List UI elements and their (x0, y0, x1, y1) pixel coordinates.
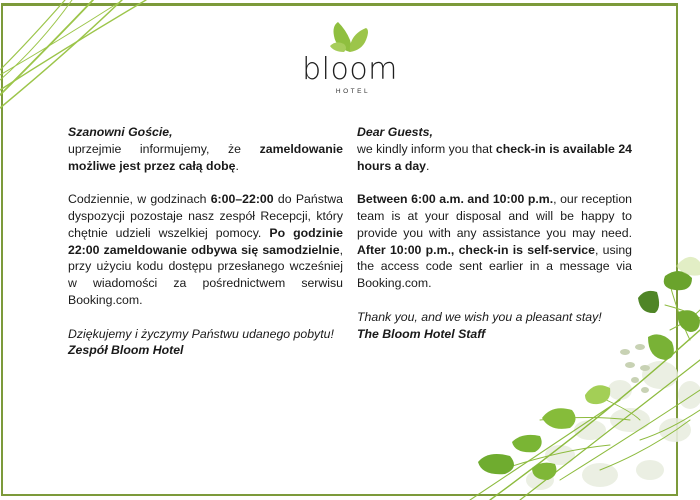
notice-english (357, 124, 632, 342)
english-hours-desc: , our reception team is at your disposal and will be happy to provide you with any assistance you may need. (357, 192, 632, 240)
polish-closing (68, 326, 343, 360)
english-intro (357, 124, 632, 174)
polish-hours-text: Codziennie, w godzinach (68, 192, 211, 207)
english-hours (357, 191, 632, 292)
notice-polish (68, 124, 343, 359)
english-access-code: , using the access code sent earlier in a message via Booking.com. (357, 242, 633, 291)
hotel-logo (300, 22, 400, 100)
english-self-checkin: After 10:00 p.m., check-in is self-service (357, 242, 595, 257)
polish-access-code: , przy użyciu kodu dostępu przesłanego wcześniej w wiadomości za pośrednictwem serwisu Booking.com. (68, 242, 343, 307)
polish-intro-end: . (235, 158, 239, 173)
polish-hours (68, 191, 343, 309)
leaves-logo-icon (328, 22, 372, 54)
polish-intro-text: uprzejmie informujemy, że (68, 141, 260, 156)
polish-thanks: Dziękujemy i życzymy Państwu udanego pobytu! (68, 326, 334, 341)
english-intro-highlight: check-in is available 24 hours a day (357, 141, 633, 173)
polish-intro-highlight: zameldowanie możliwe jest przez całą dobę (68, 141, 343, 173)
polish-signature: Zespół Bloom Hotel (68, 343, 184, 358)
english-hours-range: Between 6:00 a.m. and 10:00 p.m. (357, 192, 554, 207)
polish-hours-range: 6:00–22:00 (210, 192, 274, 207)
polish-hours-desc: do Państwa dyspozycji pozostaje nasz zespół Recepcji, który chętnie udzieli wszelkiej pomocy. (68, 192, 343, 240)
brand-subtitle: HOTEL (335, 88, 371, 95)
polish-intro (68, 124, 343, 174)
english-intro-text: we kindly inform you that (357, 141, 496, 156)
english-greeting: Dear Guests, (357, 125, 433, 139)
english-intro-end: . (426, 158, 430, 173)
english-thanks: Thank you, and we wish you a pleasant stay! (357, 309, 602, 324)
english-closing (357, 309, 632, 343)
polish-greeting: Szanowni Goście, (68, 125, 173, 139)
brand-name: bloom (302, 52, 398, 87)
polish-self-checkin: Po godzinie 22:00 zameldowanie odbywa się samodzielnie (68, 225, 343, 257)
english-signature: The Bloom Hotel Staff (357, 326, 486, 341)
